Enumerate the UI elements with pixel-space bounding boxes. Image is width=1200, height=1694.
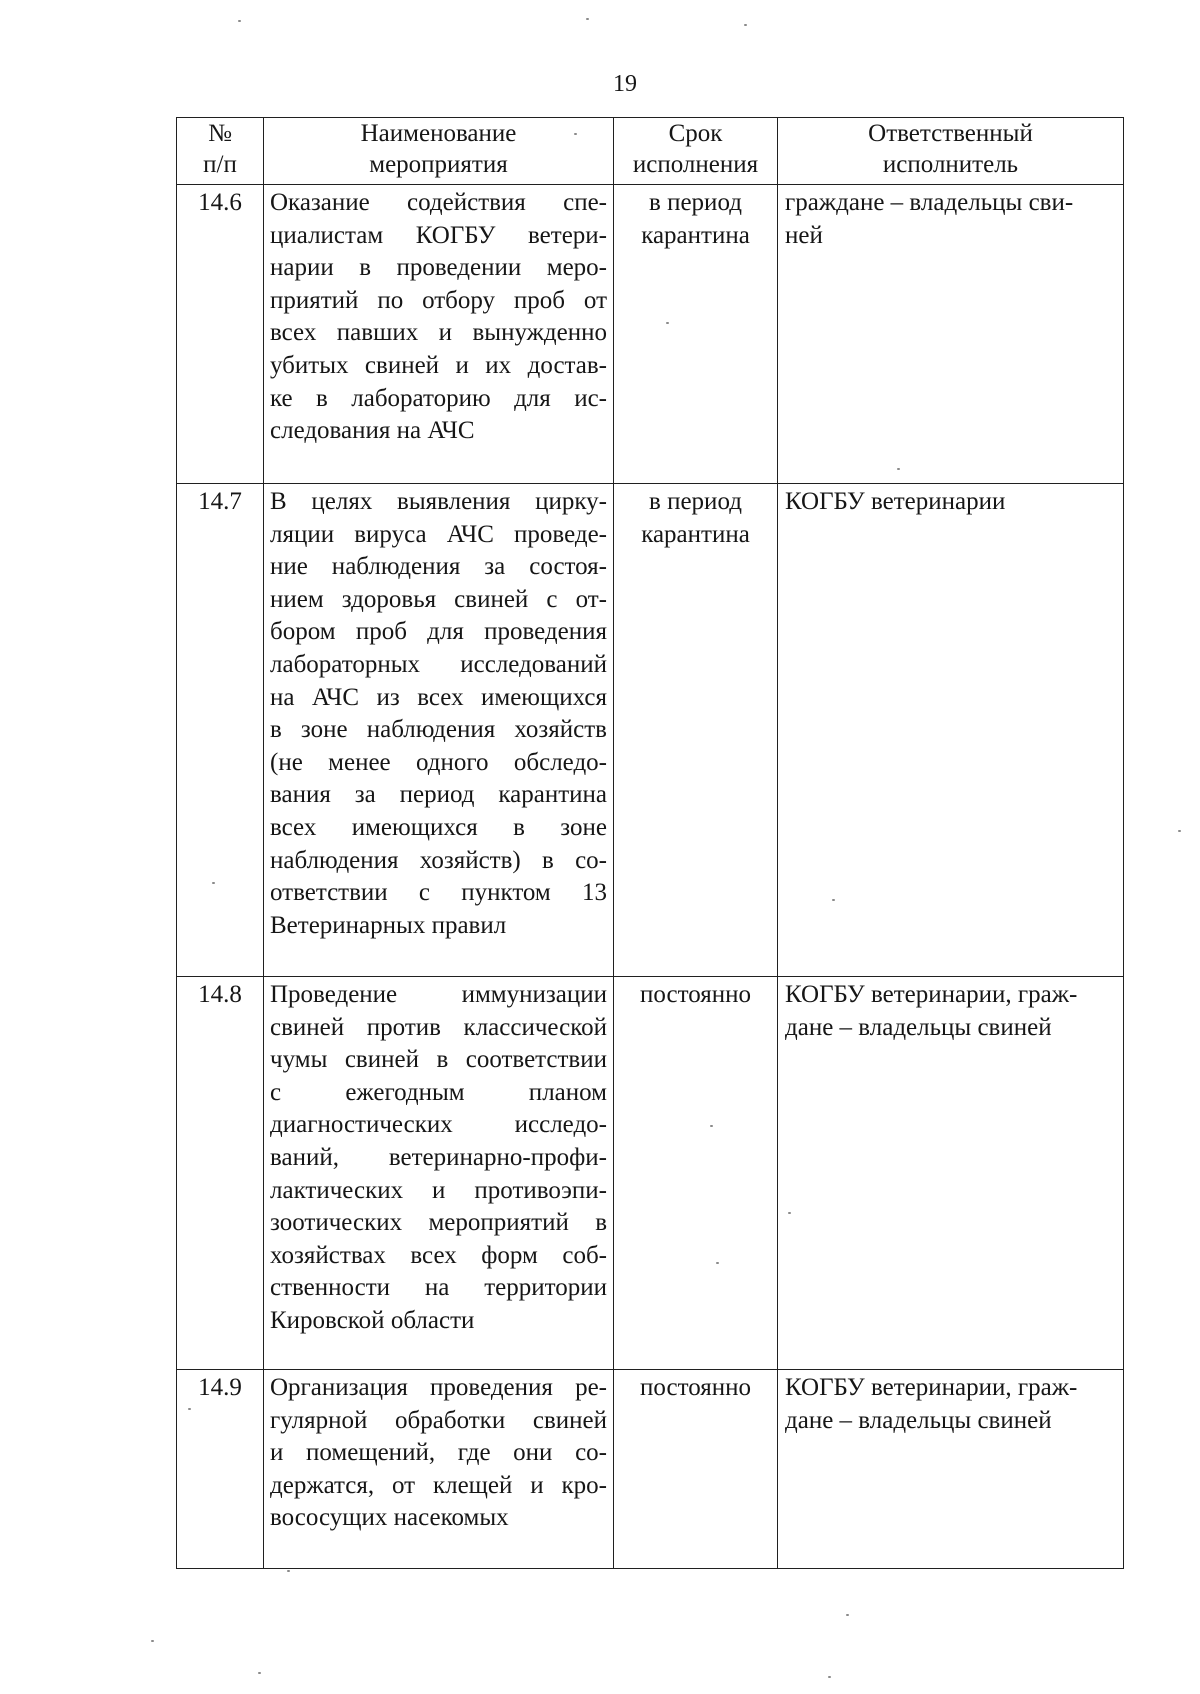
row-number: 14.6 — [177, 185, 264, 484]
scan-speck — [832, 899, 835, 901]
page-number: 19 — [613, 71, 637, 97]
scan-speck — [1178, 830, 1181, 832]
measure-responsible: граждане – владельцы сви- ней — [778, 185, 1124, 484]
header-term: Срок исполнения — [614, 118, 778, 185]
table-header-row — [177, 118, 1124, 185]
scan-speck — [212, 882, 215, 884]
row-number: 14.7 — [177, 484, 264, 977]
measure-name: Проведение иммунизации свиней против классической чумы свиней в соответствии с ежегодным планом диагностических исследо- ваний, ветеринарно-профи- лактических и противоэпи- зоотических мероприятий в хозяйствах всех форм соб- ственности на территории Кировской области — [264, 977, 614, 1370]
scan-speck — [238, 20, 241, 22]
header-number: № п/п — [177, 118, 264, 185]
scan-speck — [828, 1676, 831, 1678]
scan-speck — [287, 1570, 290, 1572]
measure-term: в период карантина — [614, 484, 778, 977]
header-responsible: Ответственный исполнитель — [778, 118, 1124, 185]
measures-table — [176, 117, 1124, 1569]
measure-name: Оказание содействия спе- циалистам КОГБУ ветери- нарии в проведении меро- приятий по отбору проб от всех павших и вынужденно убитых свиней и их достав- ке в лабораторию для ис- следования на АЧС — [264, 185, 614, 484]
measure-name: В целях выявления цирку- ляции вируса АЧС проведе- ние наблюдения за состоя- нием здоровья свиней с от- бором проб для проведения лабораторных исследований на АЧС из всех имеющихся в зоне наблюдения хозяйств (не менее одного обследо- вания за период карантина всех имеющихся в зоне наблюдения хозяйств) в со- ответствии с пунктом 13 Ветеринарных правил — [264, 484, 614, 977]
row-number: 14.9 — [177, 1370, 264, 1569]
measure-term: постоянно — [614, 977, 778, 1370]
scan-speck — [716, 1262, 719, 1264]
scan-speck — [897, 468, 900, 470]
measure-responsible: КОГБУ ветеринарии — [778, 484, 1124, 977]
table-row — [177, 484, 1124, 977]
scan-speck — [666, 322, 669, 324]
row-number: 14.8 — [177, 977, 264, 1370]
scan-speck — [744, 24, 747, 26]
scan-speck — [574, 133, 577, 135]
measure-term: постоянно — [614, 1370, 778, 1569]
scan-speck — [788, 1212, 791, 1214]
measure-responsible: КОГБУ ветеринарии, граж- дане – владельцы свиней — [778, 1370, 1124, 1569]
scan-speck — [258, 1672, 261, 1674]
scan-speck — [710, 1125, 713, 1127]
table-row — [177, 185, 1124, 484]
table-row — [177, 1370, 1124, 1569]
scan-speck — [188, 1408, 191, 1410]
scan-speck — [586, 18, 589, 20]
scan-speck — [151, 1640, 154, 1642]
table-row — [177, 977, 1124, 1370]
measure-responsible: КОГБУ ветеринарии, граж- дане – владельцы свиней — [778, 977, 1124, 1370]
scan-speck — [846, 1614, 849, 1616]
measure-term: в период карантина — [614, 185, 778, 484]
header-name: Наименование мероприятия — [264, 118, 614, 185]
measure-name: Организация проведения ре- гулярной обработки свиней и помещений, где они со- держатся, от клещей и кро- вососущих насекомых — [264, 1370, 614, 1569]
